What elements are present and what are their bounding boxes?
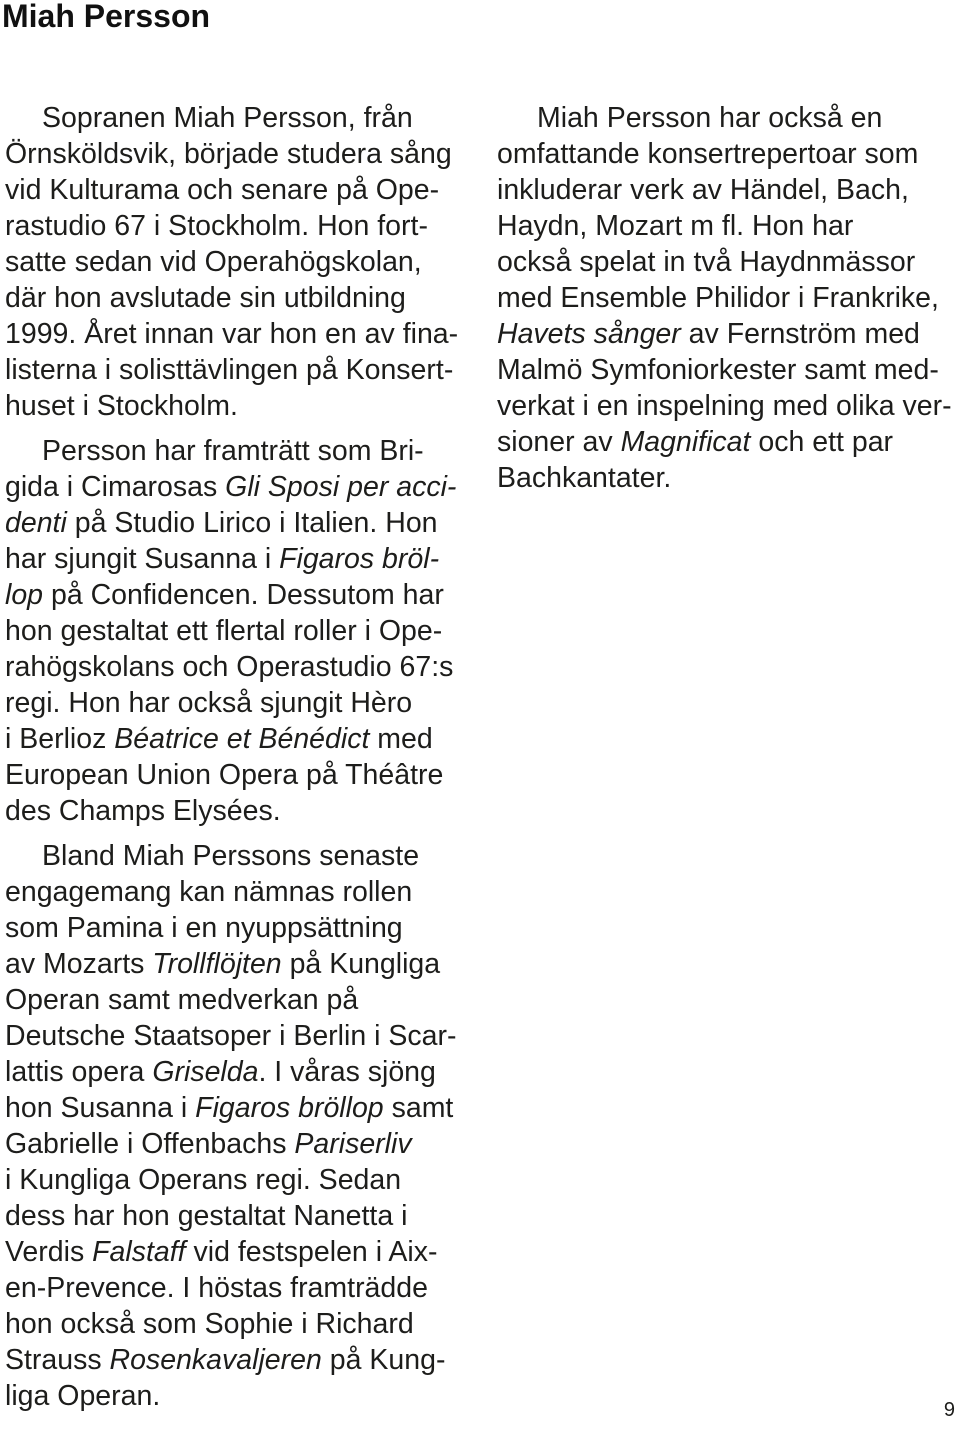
text-segment: European Union Opera på Théâtre — [5, 759, 444, 791]
paragraph — [497, 100, 960, 496]
italic-work-title: Rosenkavaljeren — [109, 1344, 322, 1376]
text-segment: på Kungliga — [281, 948, 441, 980]
text-segment: Örnsköldsvik, började studera sång — [5, 138, 452, 170]
text-line — [5, 1342, 490, 1378]
text-line — [497, 424, 960, 460]
text-segment: en-Prevence. I höstas framträdde — [5, 1272, 428, 1304]
text-segment: i Kungliga Operans regi. Sedan — [5, 1164, 402, 1196]
text-segment: Malmö Symfoniorkester samt med- — [497, 354, 939, 386]
text-segment: hon Susanna i — [5, 1092, 196, 1124]
paragraph — [5, 838, 490, 1414]
italic-work-title: Magnificat — [620, 426, 751, 458]
text-segment: listerna i solisttävlingen på Konsert- — [5, 354, 454, 386]
text-segment: Gabrielle i Offenbachs — [5, 1128, 295, 1160]
left-column — [5, 100, 490, 1423]
italic-work-title: Béatrice et Bénédict — [114, 723, 370, 755]
page-number: 9 — [943, 1399, 955, 1421]
text-line — [5, 649, 490, 685]
text-line — [497, 100, 960, 136]
text-line — [5, 1090, 490, 1126]
text-line — [5, 910, 490, 946]
text-segment: omfattande konsertrepertoar som — [497, 138, 919, 170]
italic-work-title: Trollflöjten — [152, 948, 282, 980]
text-line — [497, 244, 960, 280]
text-segment: Deutsche Staatsoper i Berlin i Scar- — [5, 1020, 457, 1052]
text-line — [5, 244, 490, 280]
text-segment: Operan samt medverkan på — [5, 984, 359, 1016]
text-line — [497, 280, 960, 316]
text-segment: regi. Hon har också sjungit Hèro — [5, 687, 413, 719]
text-segment: Strauss — [5, 1344, 110, 1376]
text-line — [497, 460, 960, 496]
text-line — [5, 1306, 490, 1342]
text-segment: på Studio Lirico i Italien. Hon — [66, 507, 438, 539]
text-line — [5, 316, 490, 352]
text-line — [5, 721, 490, 757]
italic-work-title: Pariserliv — [294, 1128, 412, 1160]
text-segment: där hon avslutade sin utbildning — [5, 282, 406, 314]
text-line — [5, 1234, 490, 1270]
text-segment: liga Operan. — [5, 1380, 161, 1412]
text-segment: också spelat in två Haydnmässor — [497, 246, 916, 278]
text-line — [5, 388, 490, 424]
text-segment: rastudio 67 i Stockholm. Hon fort- — [5, 210, 428, 242]
text-line — [5, 1126, 490, 1162]
text-line — [5, 1270, 490, 1306]
text-segment: verkat i en inspelning med olika ver- — [497, 390, 952, 422]
italic-work-title: Figaros bröl- — [279, 543, 440, 575]
text-segment: des Champs Elysées. — [5, 795, 281, 827]
text-line — [5, 1162, 490, 1198]
text-line — [5, 100, 490, 136]
italic-work-title: Gli Sposi per acci- — [225, 471, 457, 503]
text-line — [5, 433, 490, 469]
text-segment: Haydn, Mozart m fl. Hon har — [497, 210, 854, 242]
text-line — [5, 1198, 490, 1234]
text-line — [5, 757, 490, 793]
text-segment: i Berlioz — [5, 723, 115, 755]
text-line — [5, 946, 490, 982]
text-line — [5, 136, 490, 172]
text-line — [5, 613, 490, 649]
text-segment: Verdis — [5, 1236, 93, 1268]
text-segment: sioner av — [497, 426, 621, 458]
text-segment: Persson har framträtt som Bri- — [42, 435, 424, 467]
text-segment: och ett par — [750, 426, 894, 458]
right-column — [497, 100, 960, 505]
text-segment: rahögskolans och Operastudio 67:s — [5, 651, 454, 683]
text-line — [5, 505, 490, 541]
text-line — [5, 838, 490, 874]
text-line — [497, 316, 960, 352]
text-segment: med Ensemble Philidor i Frankrike, — [497, 282, 939, 314]
text-line — [5, 1018, 490, 1054]
italic-work-title: Havets sånger — [497, 318, 681, 350]
text-line — [5, 982, 490, 1018]
text-segment: Bland Miah Perssons senaste — [42, 840, 420, 872]
text-segment: på Kung- — [321, 1344, 446, 1376]
italic-work-title: Figaros bröllop — [195, 1092, 384, 1124]
text-line — [5, 172, 490, 208]
text-line — [497, 352, 960, 388]
text-line — [5, 208, 490, 244]
text-segment: 1999. Året innan var hon en av fina- — [5, 318, 459, 350]
text-line — [5, 1054, 490, 1090]
text-segment: Miah Persson har också en — [537, 102, 883, 134]
text-segment: av Mozarts — [5, 948, 153, 980]
text-line — [5, 352, 490, 388]
text-line — [5, 874, 490, 910]
text-segment: vid festspelen i Aix- — [185, 1236, 438, 1268]
italic-work-title: Falstaff — [92, 1236, 186, 1268]
text-segment: som Pamina i en nyuppsättning — [5, 912, 403, 944]
text-segment: Bachkantater. — [497, 462, 672, 494]
text-segment: hon också som Sophie i Richard — [5, 1308, 414, 1340]
text-line — [5, 577, 490, 613]
text-segment: samt — [383, 1092, 454, 1124]
text-segment: hon gestaltat ett flertal roller i Ope- — [5, 615, 443, 647]
text-line — [497, 136, 960, 172]
text-line — [5, 541, 490, 577]
text-line — [497, 208, 960, 244]
text-line — [5, 685, 490, 721]
text-segment: lattis opera — [5, 1056, 153, 1088]
text-segment: engagemang kan nämnas rollen — [5, 876, 413, 908]
italic-work-title: denti — [5, 507, 67, 539]
text-segment: på Confidencen. Dessutom har — [43, 579, 444, 611]
text-segment: har sjungit Susanna i — [5, 543, 280, 575]
italic-work-title: lop — [5, 579, 44, 611]
text-segment: inkluderar verk av Händel, Bach, — [497, 174, 909, 206]
text-segment: Sopranen Miah Persson, från — [42, 102, 413, 134]
page-title: Miah Persson — [2, 0, 211, 34]
text-segment: av Fernström med — [680, 318, 920, 350]
text-segment: dess har hon gestaltat Nanetta i — [5, 1200, 408, 1232]
text-segment: vid Kulturama och senare på Ope- — [5, 174, 440, 206]
text-segment: satte sedan vid Operahögskolan, — [5, 246, 422, 278]
text-line — [5, 1378, 490, 1414]
text-segment: . I våras sjöng — [258, 1056, 436, 1088]
text-line — [5, 469, 490, 505]
text-line — [5, 793, 490, 829]
text-line — [5, 280, 490, 316]
text-segment: med — [369, 723, 433, 755]
text-line — [497, 172, 960, 208]
paragraph — [5, 433, 490, 829]
text-line — [497, 388, 960, 424]
text-segment: huset i Stockholm. — [5, 390, 238, 422]
text-segment: gida i Cimarosas — [5, 471, 226, 503]
italic-work-title: Griselda — [152, 1056, 259, 1088]
paragraph — [5, 100, 490, 424]
